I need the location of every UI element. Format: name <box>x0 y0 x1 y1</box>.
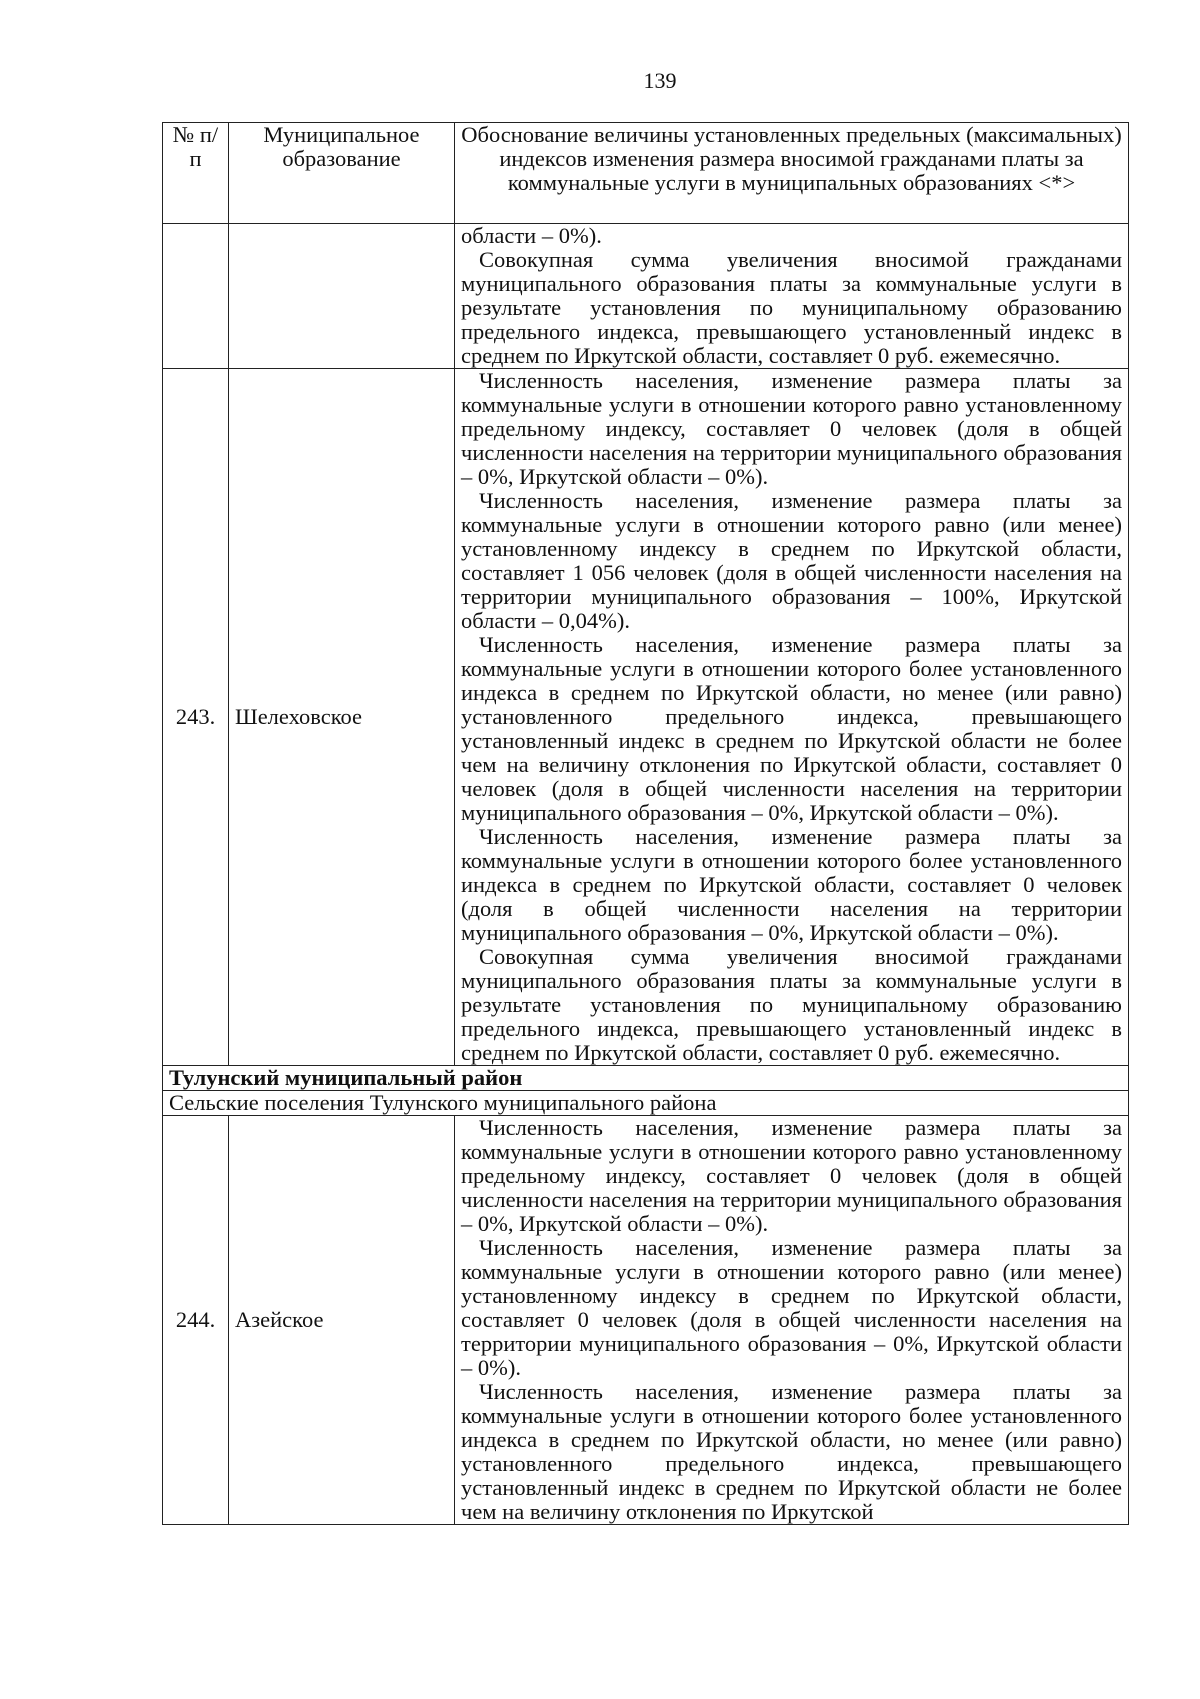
tariff-index-table <box>162 122 1129 1525</box>
paragraph: Численность населения, изменение размера платы за коммунальные услуги в отношении которого равно установленному предельному индексу, составляет 0 человек (доля в общей численности населения на территории муниципального образования – 0%, Иркутской области – 0%). <box>461 1115 1122 1236</box>
cell-municipality: Шелеховское <box>229 369 455 1066</box>
paragraph: Численность населения, изменение размера платы за коммунальные услуги в отношении которого более установленного индекса в среднем по Иркутской области, но менее (или равно) установленного предельного индекса, превышающего установленный индекс в среднем по Иркутской области не более чем на величину отклонения по Иркутской <box>461 1379 1122 1524</box>
subregion-title: Сельские поселения Тулунского муниципального района <box>163 1091 1129 1116</box>
paragraph: Численность населения, изменение размера платы за коммунальные услуги в отношении которого равно (или менее) установленному индексу в среднем по Иркутской области, составляет 1 056 человек (доля в общей численности населения на территории муниципального образования – 100%, Иркутской области – 0,04%). <box>461 488 1122 633</box>
subregion-row <box>163 1091 1129 1116</box>
paragraph: Численность населения, изменение размера платы за коммунальные услуги в отношении которого более установленного индекса в среднем по Иркутской области, но менее (или равно) установленного предельного индекса, превышающего установленный индекс в среднем по Иркутской области не более чем на величину отклонения по Иркутской области, составляет 0 человек (доля в общей численности населения на территории муниципального образования – 0%, Иркутской области – 0%). <box>461 632 1122 825</box>
paragraph: Совокупная сумма увеличения вносимой гражданами муниципального образования платы за коммунальные услуги в результате установления по муниципальному образованию предельного индекса, превышающего установленный индекс в среднем по Иркутской области, составляет 0 руб. ежемесячно. <box>461 247 1122 368</box>
page-number: 139 <box>643 68 677 93</box>
table-header-row <box>163 123 1129 224</box>
table-row-244 <box>163 1116 1129 1525</box>
cell-municipality: Азейское <box>229 1116 455 1525</box>
cell-municipality <box>229 224 455 369</box>
paragraph: области – 0%). <box>461 223 602 248</box>
cell-justification <box>455 369 1129 1066</box>
header-num: № п/п <box>163 123 229 224</box>
paragraph: Численность населения, изменение размера платы за коммунальные услуги в отношении которого более установленного индекса в среднем по Иркутской области, составляет 0 человек (доля в общей численности населения на территории муниципального образования – 0%, Иркутской области – 0%). <box>461 824 1122 945</box>
cell-num <box>163 224 229 369</box>
table-row-continuation <box>163 224 1129 369</box>
cell-justification <box>455 224 1129 369</box>
cell-num: 243. <box>163 369 229 1066</box>
header-justification: Обоснование величины установленных предельных (максимальных) индексов изменения размера вносимой гражданами платы за коммунальные услуги в муниципальных образованиях <*> <box>455 123 1129 224</box>
cell-justification <box>455 1116 1129 1525</box>
paragraph: Численность населения, изменение размера платы за коммунальные услуги в отношении которого равно установленному предельному индексу, составляет 0 человек (доля в общей численности населения на территории муниципального образования – 0%, Иркутской области – 0%). <box>461 368 1122 489</box>
region-title: Тулунский муниципальный район <box>163 1066 1129 1091</box>
paragraph: Совокупная сумма увеличения вносимой гражданами муниципального образования платы за коммунальные услуги в результате установления по муниципальному образованию предельного индекса, превышающего установленный индекс в среднем по Иркутской области, составляет 0 руб. ежемесячно. <box>461 944 1122 1065</box>
cell-num: 244. <box>163 1116 229 1525</box>
region-row <box>163 1066 1129 1091</box>
paragraph: Численность населения, изменение размера платы за коммунальные услуги в отношении которого равно (или менее) установленному индексу в среднем по Иркутской области, составляет 0 человек (доля в общей численности населения на территории муниципального образования – 0%, Иркутской области – 0%). <box>461 1235 1122 1380</box>
header-municipality: Муниципальное образование <box>229 123 455 224</box>
table-row-243 <box>163 369 1129 1066</box>
